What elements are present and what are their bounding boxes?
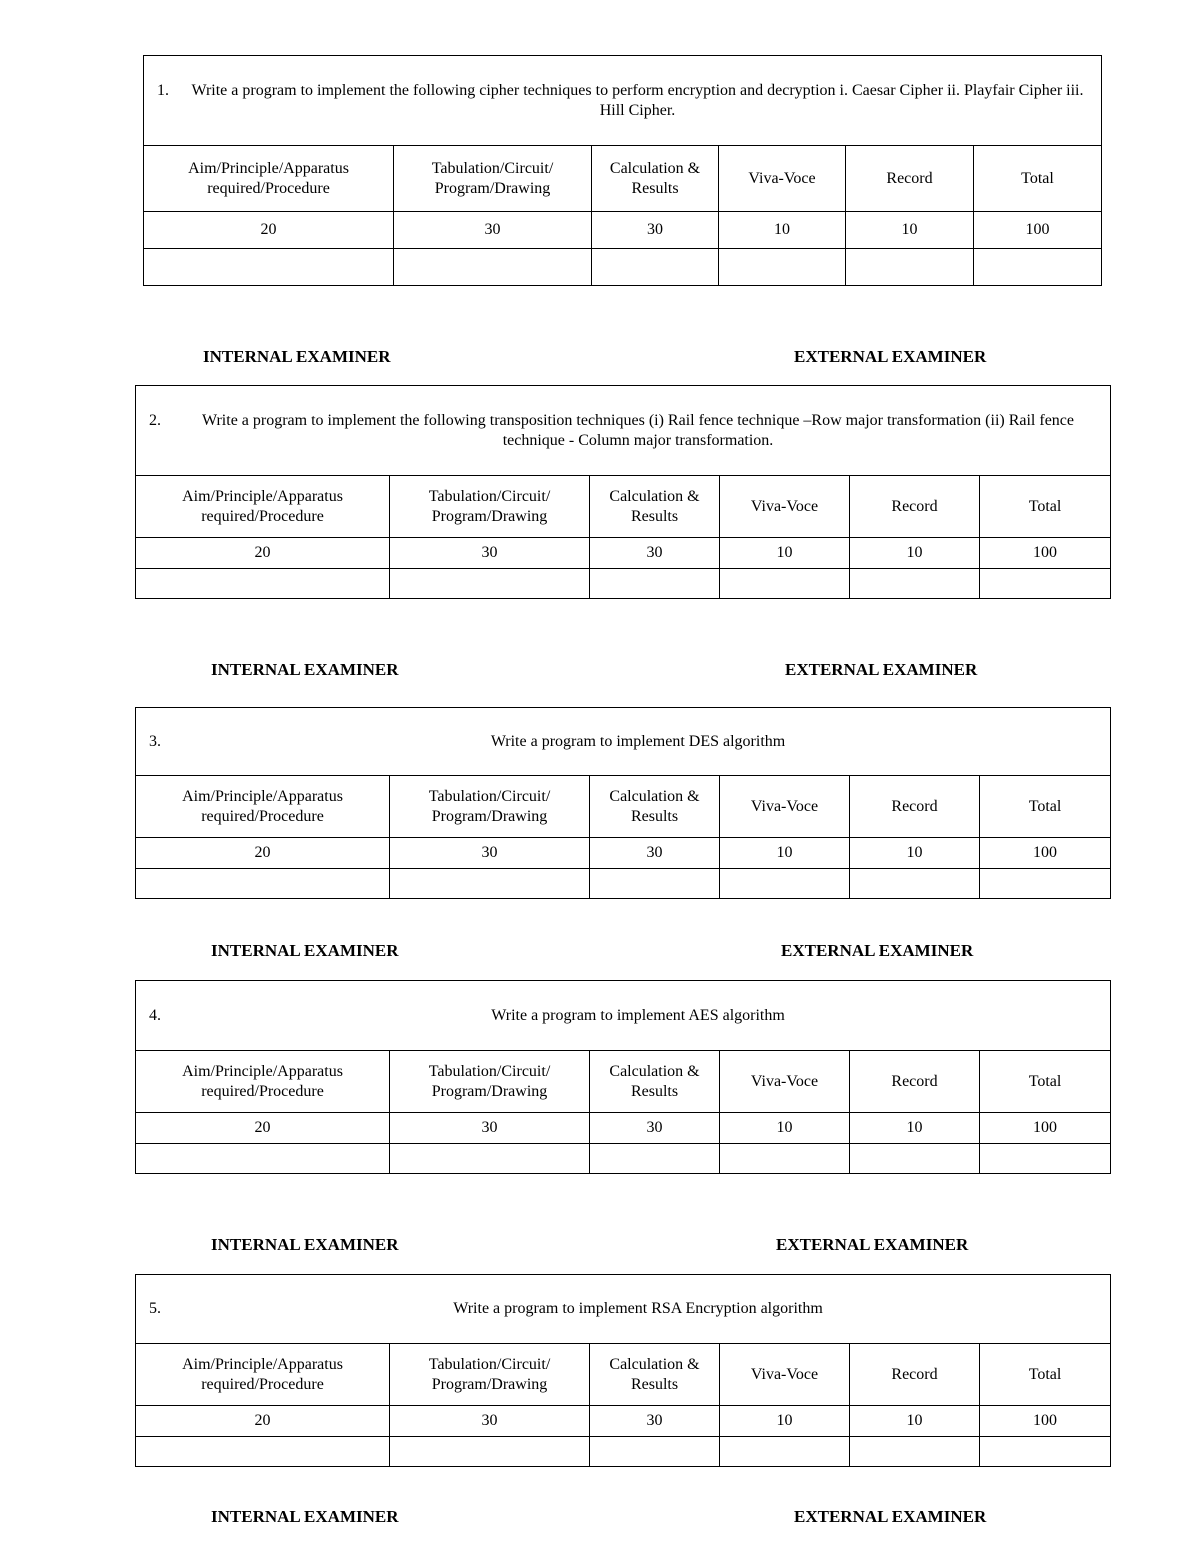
max-mark-cell: 30 <box>390 838 590 869</box>
internal-examiner-label: INTERNAL EXAMINER <box>211 1235 399 1254</box>
max-mark-cell: 100 <box>974 212 1102 249</box>
max-mark-cell: 10 <box>720 1113 850 1144</box>
header-cell: Tabulation/Circuit/ Program/Drawing <box>390 476 590 538</box>
awarded-mark-cell[interactable] <box>850 569 980 599</box>
max-mark-cell: 30 <box>390 538 590 569</box>
internal-examiner-label: INTERNAL EXAMINER <box>203 347 391 366</box>
awarded-marks-row <box>136 1144 1111 1174</box>
awarded-mark-cell[interactable] <box>136 869 390 899</box>
experiment-title: Write a program to implement the following cipher techniques to perform encryption and decryption i. Caesar Cipher ii. Playfair Cipher iii. Hill Cipher. <box>191 81 1084 119</box>
awarded-mark-cell[interactable] <box>144 249 394 286</box>
header-cell: Tabulation/Circuit/ Program/Drawing <box>390 776 590 838</box>
marks-table <box>135 385 1111 599</box>
awarded-mark-cell[interactable] <box>720 569 850 599</box>
awarded-marks-row <box>136 869 1111 899</box>
max-marks-row <box>136 538 1111 569</box>
awarded-mark-cell[interactable] <box>390 869 590 899</box>
header-cell: Viva-Voce <box>720 1344 850 1406</box>
max-mark-cell: 10 <box>850 1406 980 1437</box>
max-mark-cell: 100 <box>980 1113 1111 1144</box>
awarded-mark-cell[interactable] <box>980 1144 1111 1174</box>
max-mark-cell: 30 <box>390 1113 590 1144</box>
external-examiner-label: EXTERNAL EXAMINER <box>785 660 978 679</box>
awarded-mark-cell[interactable] <box>719 249 846 286</box>
marks-table <box>135 1274 1111 1467</box>
awarded-mark-cell[interactable] <box>850 1144 980 1174</box>
awarded-mark-cell[interactable] <box>136 569 390 599</box>
experiment-number: 4. <box>149 1006 161 1024</box>
header-cell: Tabulation/Circuit/ Program/Drawing <box>390 1344 590 1406</box>
experiment-title-cell <box>136 386 1111 476</box>
internal-examiner-label: INTERNAL EXAMINER <box>211 1507 399 1526</box>
max-mark-cell: 100 <box>980 1406 1111 1437</box>
external-examiner-label: EXTERNAL EXAMINER <box>781 941 974 960</box>
awarded-mark-cell[interactable] <box>590 1437 720 1467</box>
experiment-title-cell <box>144 56 1102 146</box>
header-cell: Tabulation/Circuit/ Program/Drawing <box>394 146 592 212</box>
awarded-mark-cell[interactable] <box>720 1437 850 1467</box>
experiment-number: 3. <box>149 732 161 750</box>
header-cell: Viva-Voce <box>720 476 850 538</box>
max-marks-row <box>144 212 1102 249</box>
header-cell: Record <box>850 476 980 538</box>
awarded-marks-row <box>144 249 1102 286</box>
awarded-mark-cell[interactable] <box>720 869 850 899</box>
max-mark-cell: 30 <box>390 1406 590 1437</box>
internal-examiner-label: INTERNAL EXAMINER <box>211 660 399 679</box>
marks-table <box>135 980 1111 1174</box>
header-cell: Record <box>850 776 980 838</box>
max-mark-cell: 10 <box>850 1113 980 1144</box>
awarded-mark-cell[interactable] <box>394 249 592 286</box>
experiment-number: 1. <box>157 81 169 99</box>
awarded-mark-cell[interactable] <box>592 249 719 286</box>
header-cell: Viva-Voce <box>720 776 850 838</box>
max-mark-cell: 20 <box>144 212 394 249</box>
header-cell: Calculation & Results <box>590 476 720 538</box>
experiment-title-cell <box>136 708 1111 776</box>
max-mark-cell: 10 <box>720 838 850 869</box>
max-mark-cell: 10 <box>850 838 980 869</box>
awarded-mark-cell[interactable] <box>590 869 720 899</box>
max-mark-cell: 20 <box>136 838 390 869</box>
header-row <box>136 1344 1111 1406</box>
max-mark-cell: 30 <box>590 538 720 569</box>
max-marks-row <box>136 1113 1111 1144</box>
awarded-mark-cell[interactable] <box>980 1437 1111 1467</box>
header-row <box>136 1051 1111 1113</box>
header-cell: Calculation & Results <box>590 776 720 838</box>
awarded-mark-cell[interactable] <box>390 569 590 599</box>
experiment-title: Write a program to implement the following transposition techniques (i) Rail fence technique –Row major transformation (ii) Rail fence technique - Column major transformation. <box>202 411 1075 449</box>
experiment-block <box>135 980 1110 1174</box>
header-cell: Total <box>974 146 1102 212</box>
experiment-number: 5. <box>149 1300 161 1317</box>
experiment-title-cell <box>136 1275 1111 1344</box>
experiment-block <box>135 1274 1110 1467</box>
header-row <box>144 146 1102 212</box>
experiment-title: Write a program to implement DES algorithm <box>490 732 786 750</box>
header-cell: Calculation & Results <box>592 146 719 212</box>
awarded-mark-cell[interactable] <box>390 1144 590 1174</box>
max-mark-cell: 10 <box>846 212 974 249</box>
max-mark-cell: 30 <box>590 838 720 869</box>
awarded-marks-row <box>136 1437 1111 1467</box>
header-cell: Record <box>850 1051 980 1113</box>
awarded-mark-cell[interactable] <box>136 1437 390 1467</box>
max-mark-cell: 20 <box>136 1113 390 1144</box>
header-cell: Viva-Voce <box>719 146 846 212</box>
awarded-mark-cell[interactable] <box>720 1144 850 1174</box>
header-row <box>136 776 1111 838</box>
header-cell: Aim/Principle/Apparatus required/Procedure <box>136 776 390 838</box>
max-mark-cell: 10 <box>720 1406 850 1437</box>
awarded-mark-cell[interactable] <box>390 1437 590 1467</box>
header-cell: Aim/Principle/Apparatus required/Procedure <box>136 1344 390 1406</box>
max-mark-cell: 10 <box>720 538 850 569</box>
max-mark-cell: 10 <box>850 538 980 569</box>
header-cell: Calculation & Results <box>590 1344 720 1406</box>
awarded-mark-cell[interactable] <box>980 869 1111 899</box>
experiment-title: Write a program to implement AES algorithm <box>491 1006 785 1024</box>
awarded-mark-cell[interactable] <box>136 1144 390 1174</box>
max-mark-cell: 20 <box>136 538 390 569</box>
external-examiner-label: EXTERNAL EXAMINER <box>794 347 987 366</box>
experiment-block <box>143 55 1101 286</box>
max-mark-cell: 10 <box>719 212 846 249</box>
experiment-title-cell <box>136 981 1111 1051</box>
header-cell: Record <box>846 146 974 212</box>
header-cell: Tabulation/Circuit/ Program/Drawing <box>390 1051 590 1113</box>
awarded-marks-row <box>136 569 1111 599</box>
max-mark-cell: 30 <box>590 1406 720 1437</box>
experiment-title: Write a program to implement RSA Encryption algorithm <box>453 1300 823 1317</box>
header-cell: Aim/Principle/Apparatus required/Procedure <box>136 476 390 538</box>
marks-table <box>135 707 1111 899</box>
awarded-mark-cell[interactable] <box>974 249 1102 286</box>
internal-examiner-label: INTERNAL EXAMINER <box>211 941 399 960</box>
experiment-number: 2. <box>149 411 161 429</box>
header-row <box>136 476 1111 538</box>
max-mark-cell: 30 <box>590 1113 720 1144</box>
max-mark-cell: 100 <box>980 538 1111 569</box>
external-examiner-label: EXTERNAL EXAMINER <box>776 1235 969 1254</box>
header-cell: Total <box>980 1344 1111 1406</box>
header-cell: Aim/Principle/Apparatus required/Procedure <box>144 146 394 212</box>
marks-table <box>143 55 1102 286</box>
awarded-mark-cell[interactable] <box>846 249 974 286</box>
awarded-mark-cell[interactable] <box>590 569 720 599</box>
header-cell: Aim/Principle/Apparatus required/Procedure <box>136 1051 390 1113</box>
max-mark-cell: 100 <box>980 838 1111 869</box>
awarded-mark-cell[interactable] <box>980 569 1111 599</box>
header-cell: Calculation & Results <box>590 1051 720 1113</box>
max-mark-cell: 20 <box>136 1406 390 1437</box>
max-marks-row <box>136 838 1111 869</box>
max-marks-row <box>136 1406 1111 1437</box>
awarded-mark-cell[interactable] <box>850 869 980 899</box>
external-examiner-label: EXTERNAL EXAMINER <box>794 1507 987 1526</box>
max-mark-cell: 30 <box>592 212 719 249</box>
header-cell: Total <box>980 476 1111 538</box>
awarded-mark-cell[interactable] <box>850 1437 980 1467</box>
max-mark-cell: 30 <box>394 212 592 249</box>
experiment-block <box>135 707 1110 899</box>
header-cell: Total <box>980 1051 1111 1113</box>
experiment-block <box>135 385 1110 599</box>
header-cell: Viva-Voce <box>720 1051 850 1113</box>
awarded-mark-cell[interactable] <box>590 1144 720 1174</box>
header-cell: Total <box>980 776 1111 838</box>
header-cell: Record <box>850 1344 980 1406</box>
